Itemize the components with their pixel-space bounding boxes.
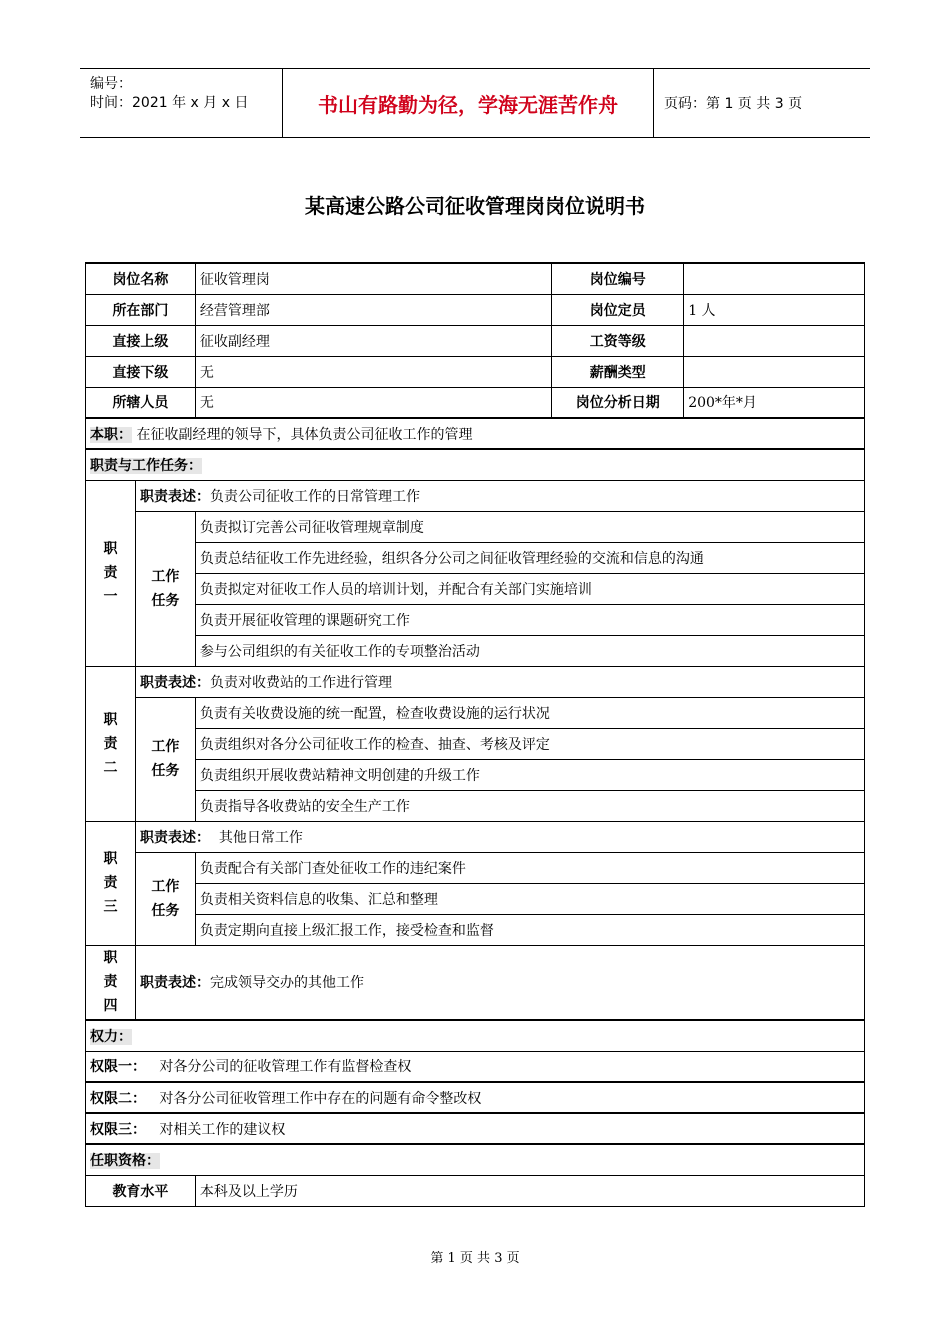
duty-4-name: 职 责 四 (103, 950, 118, 1015)
power-item-2-text: 对各分公司征收管理工作中存在的问题有命令整改权 (159, 1090, 482, 1107)
dept-label: 所在部门 (86, 294, 196, 325)
duty-1-task-3: 负责拟定对征收工作人员的培训计划，并配合有关部门实施培训 (195, 573, 864, 604)
duty-1-task-label-text: 工作 任务 (151, 568, 180, 609)
power-heading-cell (86, 1020, 865, 1051)
quota-value: 1 人 (684, 294, 865, 325)
power-item-2 (86, 1082, 865, 1113)
grade-value (684, 325, 865, 356)
duty-1-statement-text: 负责公司征收工作的日常管理工作 (209, 488, 420, 505)
duty-2-task-2: 负责组织对各分公司征收工作的检查、抽查、考核及评定 (195, 728, 864, 759)
post-no-label: 岗位编号 (552, 263, 684, 294)
duty-4-statement-text: 完成领导交办的其他工作 (209, 975, 364, 992)
duty-2-task-label-text: 工作 任务 (151, 739, 180, 779)
post-name-label: 岗位名称 (86, 263, 196, 294)
duty-4-label (86, 945, 136, 1020)
quota-label: 岗位定员 (552, 294, 684, 325)
duty-3-statement-label: 职责表述： (139, 829, 210, 846)
duty-summary-label: 本职： (90, 426, 132, 443)
analysis-date-label: 岗位分析日期 (552, 387, 684, 418)
duty-2-task-label (135, 697, 195, 821)
duty-2-statement-text: 负责对收费站的工作进行管理 (209, 674, 392, 691)
header-motto: 书山有路勤为径，学海无涯苦作舟 (282, 69, 654, 137)
subordinate-label: 直接下级 (86, 356, 196, 387)
power-item-3 (86, 1113, 865, 1144)
post-no-value (684, 263, 865, 294)
duty-3-statement (135, 821, 864, 852)
duty-1-task-2: 负责总结征收工作先进经验，组织各分公司之间征收管理经验的交流和信息的沟通 (195, 542, 864, 573)
document-title: 某高速公路公司征收管理岗岗位说明书 (305, 194, 645, 218)
power-heading: 权力： (90, 1028, 132, 1045)
duty-2-statement-label: 职责表述： (139, 674, 210, 691)
power-item-3-text: 对相关工作的建议权 (159, 1121, 286, 1138)
duty-2-task-3: 负责组织开展收费站精神文明创建的升级工作 (195, 759, 864, 790)
duty-summary-text: 在征收副经理的领导下，具体负责公司征收工作的管理 (136, 426, 473, 443)
dept-value: 经营管理部 (195, 294, 551, 325)
power-item-1-text: 对各分公司的征收管理工作有监督检查权 (159, 1059, 412, 1076)
power-item-2-label: 权限二： (90, 1090, 146, 1107)
header-page-info: 页码：第 1 页 共 3 页 (664, 96, 803, 112)
duties-heading-cell (86, 449, 865, 480)
power-item-1-label: 权限一： (90, 1059, 146, 1076)
duty-summary (86, 418, 865, 449)
staff-value: 无 (195, 387, 551, 418)
header-meta (90, 75, 248, 113)
duty-3-task-2: 负责相关资料信息的收集、汇总和整理 (195, 883, 864, 914)
subordinate-value: 无 (195, 356, 551, 387)
duty-1-statement-label: 职责表述： (139, 488, 210, 505)
duty-2-task-1: 负责有关收费设施的统一配置，检查收费设施的运行状况 (195, 697, 864, 728)
pay-type-label: 薪酬类型 (552, 356, 684, 387)
duty-1-task-label (135, 511, 195, 666)
duty-1-statement (135, 480, 864, 511)
qualification-heading-cell (86, 1144, 865, 1175)
superior-value: 征收副经理 (195, 325, 551, 356)
edu-label: 教育水平 (86, 1175, 196, 1206)
duty-3-task-3: 负责定期向直接上级汇报工作，接受检查和监督 (195, 914, 864, 945)
duty-4-statement-label: 职责表述： (139, 975, 210, 992)
duty-3-statement-text: 其他日常工作 (218, 829, 303, 846)
page-header (80, 68, 870, 138)
analysis-date-value: 200*年*月 (684, 387, 865, 418)
job-description-table (85, 262, 865, 1207)
duty-3-task-1: 负责配合有关部门查处征收工作的违纪案件 (195, 852, 864, 883)
duty-1-label (86, 480, 136, 666)
duty-3-task-label (135, 852, 195, 945)
duty-3-label (86, 821, 136, 945)
page-footer: 第 1 页 共 3 页 (430, 1251, 520, 1266)
duty-2-name: 职 责 二 (103, 711, 118, 776)
superior-label: 直接上级 (86, 325, 196, 356)
power-item-3-label: 权限三： (90, 1121, 146, 1138)
duty-1-name: 职 责 一 (103, 541, 118, 605)
post-name-value: 征收管理岗 (195, 263, 551, 294)
power-item-1 (86, 1051, 865, 1082)
duty-3-name: 职 责 三 (103, 851, 118, 915)
pay-type-value (684, 356, 865, 387)
duty-1-task-4: 负责开展征收管理的课题研究工作 (195, 604, 864, 635)
duty-1-task-5: 参与公司组织的有关征收工作的专项整治活动 (195, 635, 864, 666)
duty-4-statement (135, 945, 864, 1020)
qualification-heading: 任职资格： (90, 1152, 160, 1169)
duty-2-task-4: 负责指导各收费站的安全生产工作 (195, 790, 864, 821)
header-number: 编号： (90, 76, 132, 92)
staff-label: 所辖人员 (86, 387, 196, 418)
duty-3-task-label-text: 工作 任务 (151, 878, 180, 919)
duty-2-statement (135, 666, 864, 697)
header-date: 时间：2021 年 x 月 x 日 (90, 95, 249, 111)
duty-2-label (86, 666, 136, 821)
edu-value: 本科及以上学历 (195, 1175, 864, 1206)
grade-label: 工资等级 (552, 325, 684, 356)
duties-heading: 职责与工作任务： (90, 457, 202, 474)
duty-1-task-1: 负责拟订完善公司征收管理规章制度 (195, 511, 864, 542)
